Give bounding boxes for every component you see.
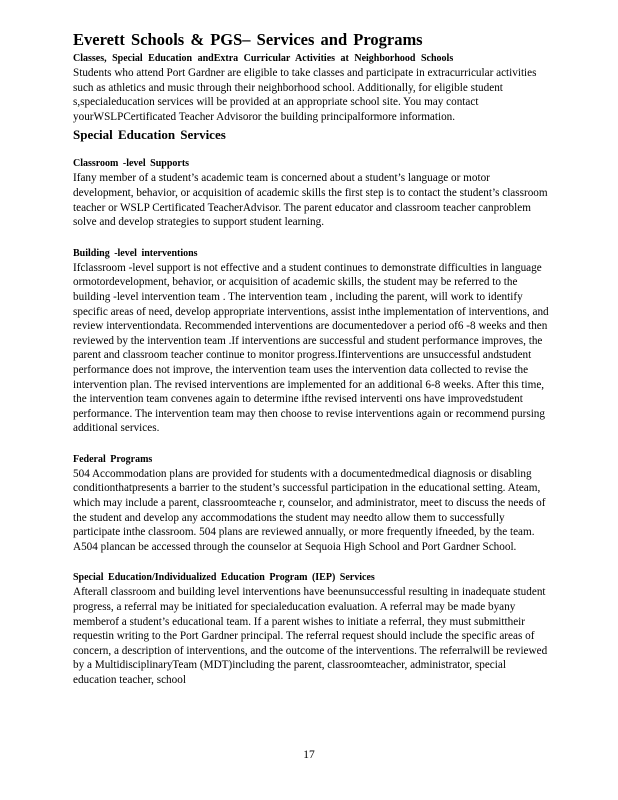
document-title: Everett Schools & PGS– Services and Programs: [73, 30, 423, 49]
subsection-building-interventions: [73, 247, 551, 436]
subsection-paragraph: Ifany member of a student’s academic team is concerned about a student’s language or motor development, behavior, or acquisition of academic skills the first step is to contact the student’s classroom teacher or WSLP Certificated TeacherAdvisor. The parent educator and classroom teacher canproblem solve and develop strategies to support student learning.: [73, 172, 548, 229]
subsection-heading: Special Education/Individualized Education Program (IEP) Services: [73, 572, 375, 584]
document-page: [73, 30, 551, 688]
subsection-paragraph: Afterall classroom and building level interventions have beenunsuccessful resulting in inadequate student progress, a referral may be initiated for specialeducation evaluation. A referral may be made byany memberof a student’s educational team. If a parent wishes to initiate a referral, they must submittheir requestin writing to the Port Gardner principal. The referral request should include the specific areas of concern, a description of interventions, and the outcome of the interventions. The referralwill be reviewed by a MultidisciplinaryTeam (MDT)including the parent, classroomteacher, administrator, special education teacher, school: [73, 586, 548, 686]
intro-heading: Classes, Special Education andExtra Curricular Activities at Neighborhood Schools: [73, 53, 454, 64]
section-title: Special Education Services: [73, 127, 226, 143]
subsection-heading: Federal Programs: [73, 453, 153, 465]
subsection-paragraph: Ifclassroom -level support is not effective and a student continues to demonstrate difficulties in language ormotordevelopment, behavior, or acquisition of academic skills, the student may be referred to the building -level intervention team . The intervention team , including the parent, will work to identify specific areas of need, develop appropriate interventions, assist inthe implementation of interventions, and review interventiondata. Recommended interventions are documentedover a period of6 -8 weeks and then reviewed by the intervention team .If interventions are successful and student performance improves, the parent and classroom teacher continue to monitor progress.Ifinterventions are unsuccessful andstudent performance does not improve, the intervention team uses the intervention data collected to revise the intervention plan. The revised interventions are implemented for an additional 6-8 weeks. After this time, the intervention team convenes again to determine ifthe revised interventi ons have improvedstudent performance. The intervention team may then choose to revise interventions again or recommend pursing additional services.: [73, 261, 549, 435]
subsection-classroom-supports: [73, 157, 551, 229]
subsection-heading: Classroom -level Supports: [73, 158, 190, 170]
subsection-heading: Building -level interventions: [73, 247, 198, 259]
subsection-iep-services: [73, 571, 551, 687]
page-number: 17: [303, 749, 315, 761]
subsection-paragraph: 504 Accommodation plans are provided for students with a documentedmedical diagnosis or disabling conditionthatpresents a barrier to the student’s successful participation in the educational setting. Ateam, which may include a parent, classroomteache r, counselor, and administrator, meet to discuss the needs of the student and develop any accommodations the student may needto allow them to successfully participate inthe classroom. 504 plans are reviewed annually, or more frequently ifneeded, by the team. A504 plancan be accessed through the counselor at Sequoia High School and Port Gardner School.: [73, 467, 546, 553]
intro-paragraph: Students who attend Port Gardner are eligible to take classes and participate in extracurricular activities such as athletics and music through their neighborhood school. Additionally, for eligible student s,specialeducation services will be provided at an appropriate school site. You may contact yourWSLPCertificated Teacher Advisoror the building principalformore information.: [73, 67, 537, 123]
subsection-federal-programs: [73, 453, 551, 555]
